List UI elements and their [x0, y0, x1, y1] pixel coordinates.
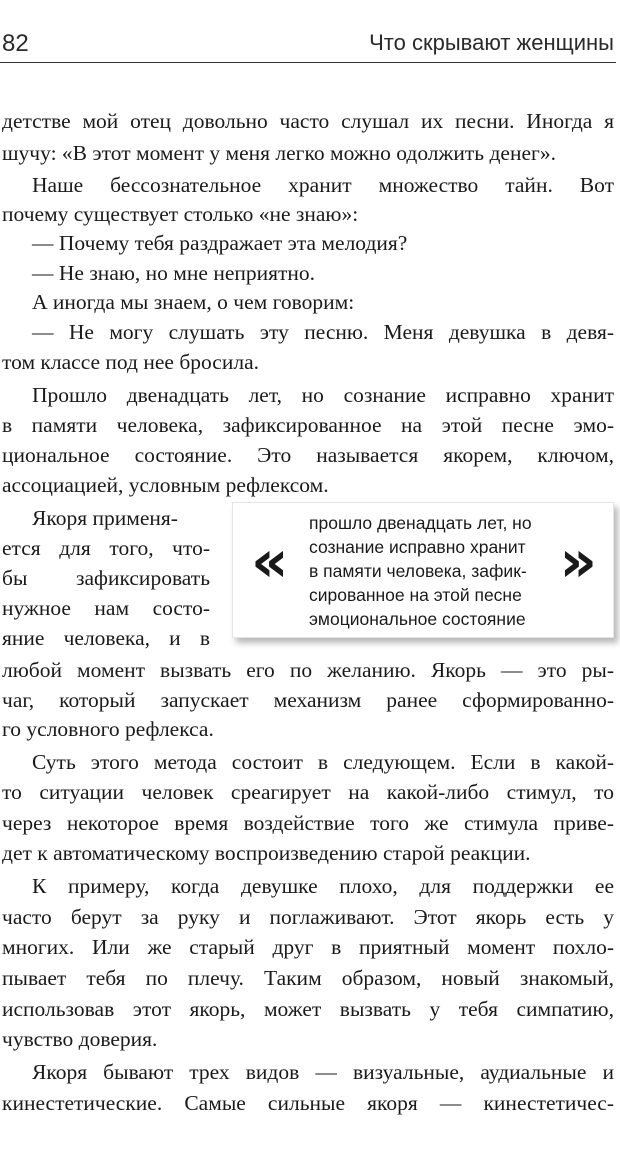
text-line: Якоря применя-	[32, 506, 178, 530]
text-line: кинестетические. Самые сильные якоря — кинестетичес-	[2, 1091, 614, 1115]
pull-quote-line: сознание исправно хранит	[309, 537, 526, 557]
text-line: в памяти человека, зафиксированное на этой песне эмо-	[2, 413, 614, 437]
page-header	[0, 0, 620, 70]
pull-quote-text	[309, 511, 549, 631]
text-line: то ситуации человек среагирует на какой-либо стимул, то	[2, 780, 614, 804]
text-line: использовав этот якорь, может вызвать у тебя симпатию,	[2, 997, 614, 1021]
close-quote-mark: »	[559, 527, 597, 595]
text-line: Суть этого метода состоит в следующем. Если в какой-	[32, 750, 614, 774]
open-quote-mark: «	[251, 527, 289, 595]
text-line: го условного рефлекса.	[2, 717, 214, 741]
pull-quote-line: в памяти человека, зафик-	[309, 561, 527, 581]
text-line: через некоторое время воздействие того же стимула приве-	[2, 811, 614, 835]
text-line: многих. Или же старый друг в приятный момент похло-	[2, 935, 614, 959]
page-number: 82	[2, 30, 29, 57]
text-line: — Не могу слушать эту песню. Меня девушка в девя-	[32, 320, 614, 344]
text-line: чаг, который запускает механизм ранее сформированно-	[2, 688, 614, 712]
text-line: нужное нам состо-	[2, 596, 210, 620]
text-line: почему существует столько «не знаю»:	[2, 202, 359, 226]
text-line: К примеру, когда девушке плохо, для поддержки ее	[32, 874, 614, 898]
text-line: — Не знаю, но мне неприятно.	[32, 261, 316, 285]
text-line: дет к автоматическому воспроизведению старой реакции.	[2, 841, 531, 865]
text-line: детстве мой отец довольно часто слушал их песни. Иногда я	[2, 109, 614, 133]
running-title: Что скрывают женщины	[369, 30, 614, 55]
text-line: А иногда мы знаем, о чем говорим:	[32, 290, 355, 314]
pull-quote-line: сированное на этой песне	[309, 585, 522, 605]
text-line: чувство доверия.	[2, 1027, 158, 1051]
text-line: Наше бессознательное хранит множество тайн. Вот	[32, 173, 614, 197]
text-line: — Почему тебя раздражает эта мелодия?	[32, 231, 408, 255]
text-line: ется для того, что-	[2, 536, 210, 560]
pull-quote-line: эмоциональное состояние	[309, 609, 526, 629]
text-line: ассоциацией, условным рефлексом.	[2, 473, 329, 497]
pull-quote-line: прошло двенадцать лет, но	[309, 513, 532, 533]
text-line: Якоря бывают трех видов — визуальные, аудиальные и	[32, 1060, 614, 1084]
text-line: яние человека, и в	[2, 626, 210, 650]
text-line: любой момент вызвать его по желанию. Якорь — это ры-	[2, 658, 614, 682]
header-rule	[0, 62, 616, 63]
text-line: часто берут за руку и поглаживают. Этот якорь есть у	[2, 905, 614, 929]
text-line: том классе под нее бросила.	[2, 350, 260, 374]
text-line: Прошло двенадцать лет, но сознание исправно хранит	[32, 383, 614, 407]
pull-quote-box	[232, 502, 614, 638]
text-line: циональное состояние. Это называется якорем, ключом,	[2, 443, 614, 467]
text-line: пывает тебя по плечу. Таким образом, новый знакомый,	[2, 966, 614, 990]
text-line: шучу: «В этот момент у меня легко можно одолжить денег».	[2, 141, 556, 165]
text-line: бы зафиксировать	[2, 566, 210, 590]
